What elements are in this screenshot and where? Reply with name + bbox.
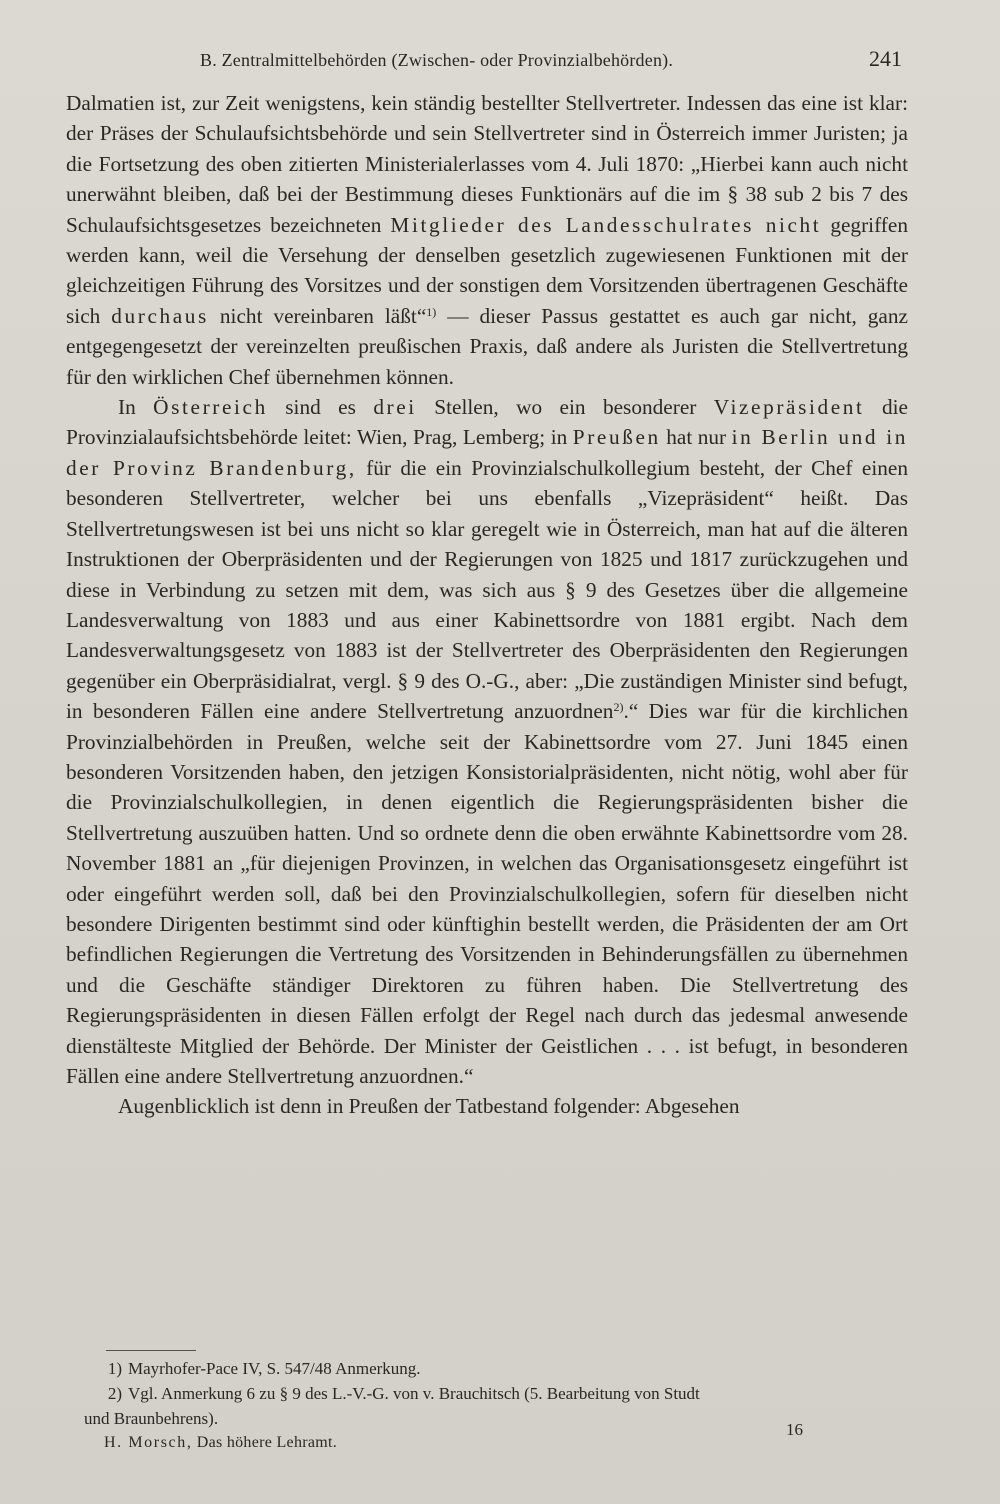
page-number: 241 <box>869 46 902 71</box>
text-run: In <box>118 395 154 420</box>
spaced-text: durchaus <box>111 303 209 328</box>
text-run: für die ein Provinzialschulkollegium besteht, der Chef einen besonderen Stellvertreter, welcher bei uns ebenfalls „Vizepräsident“ heißt. Das Stellvertretungswesen ist bei uns nicht so klar geregelt wie in Österreich, man hat auf die älteren Instruktionen der Oberpräsidenten und der Regierungen von 1825 und 1817 zurückzugehen und diese in Verbindung zu setzen mit dem, was sich aus § 9 des Gesetzes über die allgemeine Landesverwaltung von 1883 und aus einer Kabinettsordre von 1881 ergibt. Nach dem Landesverwaltungsgesetz von 1883 ist der Stellvertreter des Oberpräsidenten den Regierungen gegenüber ein Oberpräsidialrat, vergl. § 9 des O.-G., aber: „Die zuständigen Minister sind befugt, in besonderen Fällen eine andere Stellvertretung anzuordnen <box>66 455 908 724</box>
paragraph <box>66 88 908 392</box>
text-run: — dieser Passus gestattet es auch gar nicht, ganz entgegengesetzt der vereinzelten preußischen Praxis, daß andere als Juristen die Stellvertretung für den wirklichen Chef übernehmen können. <box>66 303 908 389</box>
text-run: die Provinzialaufsichtsbehörde leitet: Wien, Prag, Lemberg; in <box>66 395 908 450</box>
signature-mark: 16 <box>786 1420 803 1439</box>
paragraph <box>66 392 908 1091</box>
footnote-number: 1) <box>107 1359 122 1378</box>
footnote-number: 2) <box>107 1384 122 1403</box>
text-run: sind es <box>267 395 374 420</box>
spaced-text: Österreich <box>153 395 268 420</box>
text-run: Stellen, wo ein besonderer <box>416 395 714 420</box>
footnote <box>84 1356 910 1381</box>
text-run: .“ Dies war für die kirchlichen Provinzialbehörden in Preußen, welche seit der Kabinettsordre vom 27. Juni 1845 einen besonderen Vorsitzenden haben, den jetzigen Konsistorialpräsidenten, nicht nötig, wohl aber für die Provinzialschulkollegien, in denen eigentlich die Regierungspräsidenten bisher die Stellvertretung auszuüben hatten. Und so ordnete denn die oben erwähnte Kabinettsordre vom 28. November 1881 an „für diejenigen Provinzen, in welchen das Organisationsgesetz eingeführt ist oder eingeführt werden soll, daß bei den Provinzialschulkollegien, sofern für dieselben nicht besondere Dirigenten bestimmt sind oder künftighin bestellt werden, die Präsidenten der am Ort befindlichen Regierungen die Vertretung des Vorsitzenden in Behinderungsfällen zu übernehmen und die Geschäfte ständiger Direktoren zu führen haben. Die Stellvertretung des Regierungspräsidenten in diesen Fällen erfolgt der Regel nach durch das jedesmal anwesende dienstälteste Mitglied der Behörde. Der Minister der Geistlichen . . . ist befugt, in besonderen Fällen eine andere Stellvertretung anzuordnen.“ <box>66 699 908 1088</box>
signature-line <box>104 1434 337 1452</box>
body-text <box>66 88 908 1122</box>
signature-author: H. Morsch, <box>104 1434 193 1451</box>
spaced-text: in Berlin und in der Provinz Brandenburg, <box>66 425 908 480</box>
footnote-ref: 2) <box>613 700 624 715</box>
footnote-ref: 1) <box>426 304 437 319</box>
footnote <box>84 1381 910 1406</box>
spaced-text: Preußen <box>572 425 661 450</box>
footnote-continuation: und Braunbehrens). <box>84 1409 219 1428</box>
signature-title: Das höhere Lehramt. <box>196 1434 338 1451</box>
spaced-text: drei <box>373 395 417 420</box>
page-header <box>66 44 902 78</box>
footnote-text: Vgl. Anmerkung 6 zu § 9 des L.-V.-G. von v. Brauchitsch (5. Bearbeitung von Studt <box>128 1384 700 1403</box>
text-run: hat nur <box>660 425 732 450</box>
spaced-text: Vizepräsident <box>713 395 865 420</box>
footnote-divider <box>106 1350 196 1351</box>
spaced-text: Mitglieder des Landesschulrates nicht <box>390 212 822 237</box>
footnote-text: Mayrhofer-Pace IV, S. 547/48 Anmerkung. <box>128 1359 421 1378</box>
text-run: Augenblicklich ist denn in Preußen der Tatbestand folgender: Abgesehen <box>118 1094 740 1119</box>
text-run: Dalmatien ist, zur Zeit wenigstens, kein ständig bestellter Stellvertreter. Indessen das eine ist klar: der Präses der Schulaufsichtsbehörde und sein Stellvertreter sind in Österreich immer Juristen; ja die Fortsetzung des oben zitierten Ministerialerlasses vom 4. Juli 1870: „Hierbei kann auch nicht unerwähnt bleiben, daß bei der Bestimmung dieses Funktionärs auf die im § 38 sub 2 bis 7 des Schulaufsichtsgesetzes bezeichneten <box>66 91 908 237</box>
text-run: gegriffen werden kann, weil die Versehung der denselben gesetzlich zugewiesenen Funktionen mit der gleichzeitigen Führung des Vorsitzes und der sonstigen dem Vorsitzenden übertragenen Geschäfte sich <box>66 212 908 328</box>
paragraph <box>66 1091 908 1121</box>
text-run: nicht vereinbaren läßt“ <box>208 303 427 328</box>
running-head: B. Zentralmittelbehörden (Zwischen- oder Provinzialbehörden). <box>200 50 674 70</box>
